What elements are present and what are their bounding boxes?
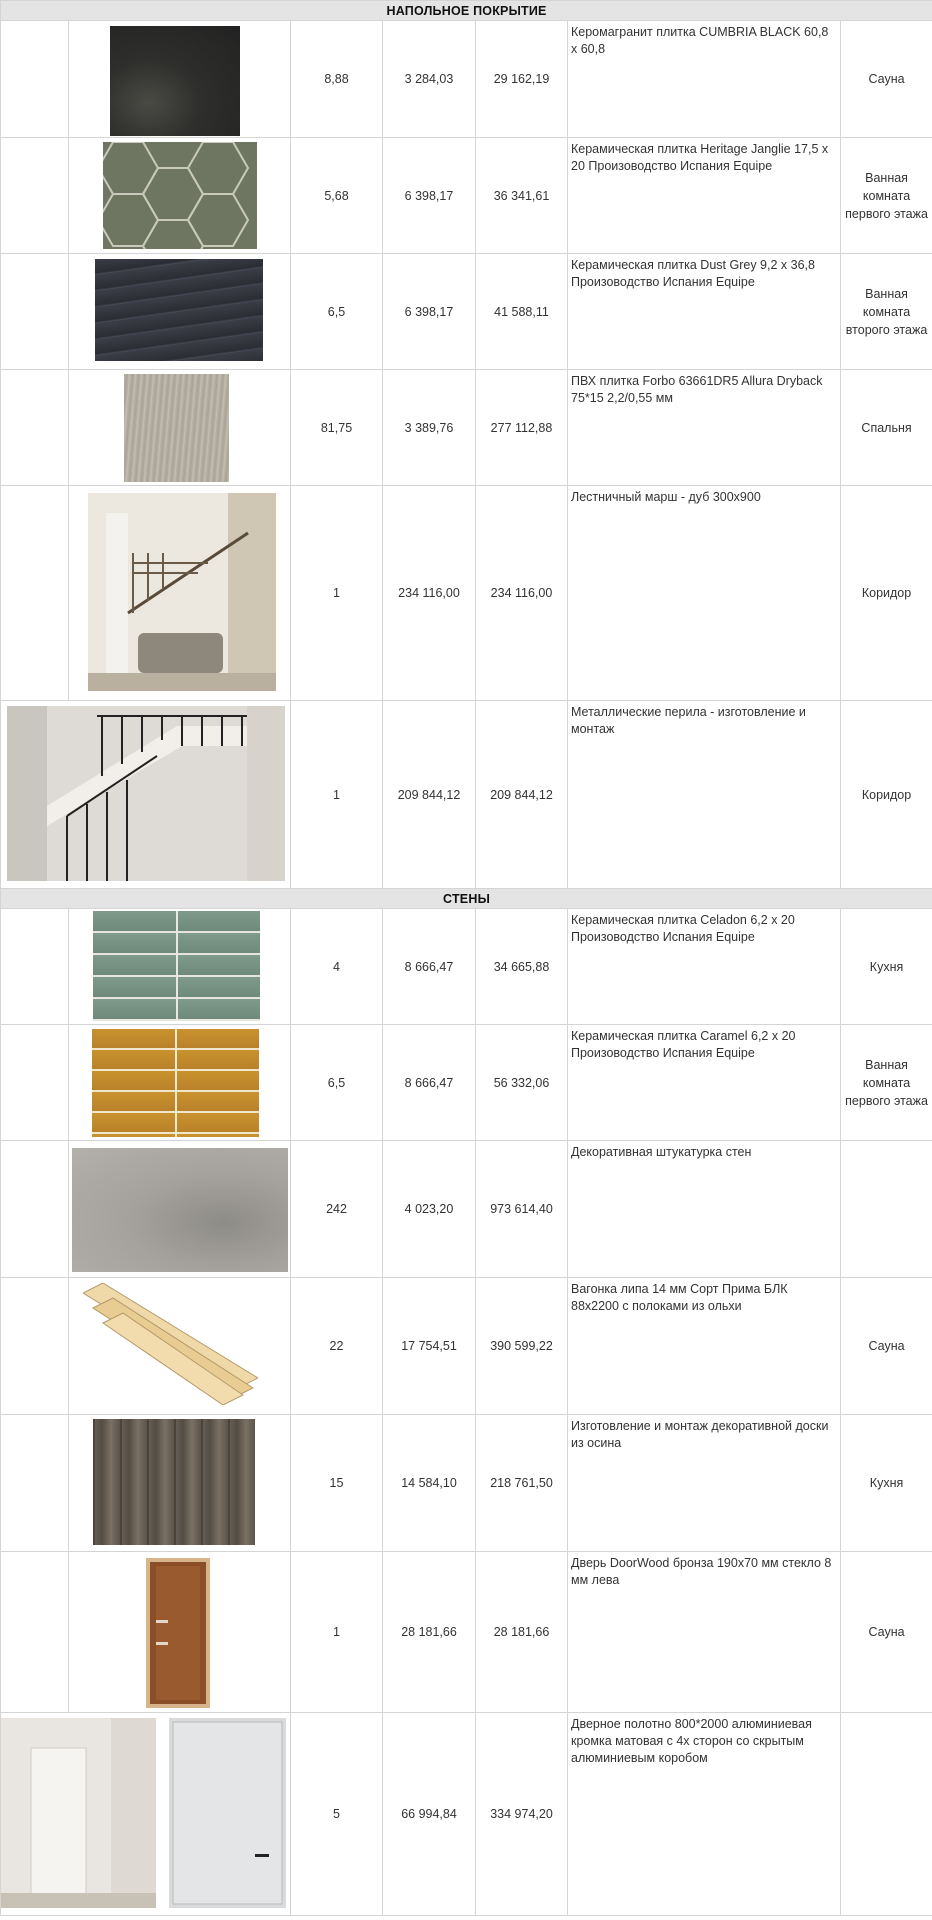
price-cell: 66 994,84 (383, 1713, 476, 1916)
room-cell: Ванная комната второго этажа (841, 254, 932, 370)
sum-cell: 234 116,00 (476, 486, 568, 701)
price-cell: 17 754,51 (383, 1278, 476, 1415)
price-cell: 28 181,66 (383, 1552, 476, 1713)
price-cell: 8 666,47 (383, 1025, 476, 1141)
image-cell (69, 254, 291, 370)
sum-cell: 28 181,66 (476, 1552, 568, 1713)
table-row (1, 1713, 932, 1916)
description-cell: Лестничный марш - дуб 300х900 (568, 486, 841, 701)
table-row (1, 1552, 932, 1713)
sum-cell: 41 588,11 (476, 254, 568, 370)
description-cell: Вагонка липа 14 мм Сорт Прима БЛК 88х2200 с полоками из ольхи (568, 1278, 841, 1415)
description-cell: Керамическая плитка Dust Grey 9,2 x 36,8 Произоводство Испания Equipe (568, 254, 841, 370)
sum-cell: 218 761,50 (476, 1415, 568, 1552)
description-cell: Керамическая плитка Heritage Janglie 17,5 x 20 Произоводство Испания Equipe (568, 138, 841, 254)
section-header-floor (1, 1, 932, 21)
empty-cell (1, 909, 69, 1025)
empty-cell (1, 1025, 69, 1141)
quantity-cell: 5 (291, 1713, 383, 1916)
quantity-cell: 81,75 (291, 370, 383, 486)
room-cell: Коридор (841, 486, 932, 701)
table-row (1, 909, 932, 1025)
dark-plank-tile-image (95, 259, 263, 361)
image-cell (69, 486, 291, 701)
image-cell (69, 1415, 291, 1552)
image-cell (69, 21, 291, 138)
staircase-photo (88, 493, 276, 691)
description-cell: Керомагранит плитка CUMBRIA BLACK 60,8 x 60,8 (568, 21, 841, 138)
room-cell: Сауна (841, 1278, 932, 1415)
table-row (1, 1025, 932, 1141)
table-row (1, 1415, 932, 1552)
empty-cell (1, 254, 69, 370)
image-cell (69, 1278, 291, 1415)
quantity-cell: 15 (291, 1415, 383, 1552)
room-cell: Ванная комната первого этажа (841, 138, 932, 254)
room-cell: Ванная комната первого этажа (841, 1025, 932, 1141)
price-cell: 3 284,03 (383, 21, 476, 138)
dark-stone-tile-image (110, 26, 240, 136)
sum-cell: 209 844,12 (476, 701, 568, 889)
price-cell: 14 584,10 (383, 1415, 476, 1552)
table-row (1, 370, 932, 486)
room-cell: Кухня (841, 909, 932, 1025)
empty-cell (1, 1278, 69, 1415)
description-cell: Декоративная штукатурка стен (568, 1141, 841, 1278)
image-cell (69, 1025, 291, 1141)
room-cell: Коридор (841, 701, 932, 889)
quantity-cell: 242 (291, 1141, 383, 1278)
section-header-walls (1, 889, 932, 909)
image-cell (69, 909, 291, 1025)
empty-cell (1, 1552, 69, 1713)
empty-cell (1, 1141, 69, 1278)
table-row (1, 701, 932, 889)
table-row (1, 254, 932, 370)
sum-cell: 56 332,06 (476, 1025, 568, 1141)
sum-cell: 390 599,22 (476, 1278, 568, 1415)
description-cell: Керамическая плитка Caramel 6,2 x 20 Произоводство Испания Equipe (568, 1025, 841, 1141)
price-cell: 6 398,17 (383, 254, 476, 370)
hexagon-tile-image (103, 142, 257, 249)
sum-cell: 277 112,88 (476, 370, 568, 486)
quantity-cell: 1 (291, 701, 383, 889)
image-cell (1, 1713, 291, 1916)
table-row (1, 21, 932, 138)
empty-cell (1, 138, 69, 254)
empty-cell (1, 370, 69, 486)
image-cell (69, 370, 291, 486)
sum-cell: 334 974,20 (476, 1713, 568, 1916)
description-cell: Дверь DoorWood бронза 190х70 мм стекло 8 мм лева (568, 1552, 841, 1713)
description-cell: Металлические перила - изготовление и монтаж (568, 701, 841, 889)
caramel-tile-image (92, 1029, 259, 1137)
image-cell (69, 1141, 291, 1278)
price-cell: 4 023,20 (383, 1141, 476, 1278)
description-cell: ПВХ плитка Forbo 63661DR5 Allura Dryback 75*15 2,2/0,55 мм (568, 370, 841, 486)
quantity-cell: 6,5 (291, 254, 383, 370)
image-cell (1, 701, 291, 889)
table-row (1, 1278, 932, 1415)
empty-cell (1, 1415, 69, 1552)
table-row (1, 138, 932, 254)
plaster-image (72, 1148, 288, 1272)
room-cell: Кухня (841, 1415, 932, 1552)
aspen-board-image (93, 1419, 255, 1545)
price-cell: 8 666,47 (383, 909, 476, 1025)
section-title: НАПОЛЬНОЕ ПОКРЫТИЕ (1, 1, 932, 21)
celadon-tile-image (93, 911, 260, 1021)
description-cell: Изготовление и монтаж декоративной доски из осина (568, 1415, 841, 1552)
empty-cell (1, 21, 69, 138)
room-cell: Спальня (841, 370, 932, 486)
room-cell: Сауна (841, 21, 932, 138)
lining-boards-image (83, 1283, 258, 1405)
sum-cell: 34 665,88 (476, 909, 568, 1025)
price-cell: 234 116,00 (383, 486, 476, 701)
table-row (1, 1141, 932, 1278)
sum-cell: 36 341,61 (476, 138, 568, 254)
description-cell: Керамическая плитка Celadon 6,2 x 20 Произоводство Испания Equipe (568, 909, 841, 1025)
quantity-cell: 8,88 (291, 21, 383, 138)
metal-railing-photo (7, 706, 285, 881)
wood-vinyl-image (124, 374, 229, 482)
sum-cell: 29 162,19 (476, 21, 568, 138)
room-cell (841, 1713, 932, 1916)
price-cell: 6 398,17 (383, 138, 476, 254)
quantity-cell: 5,68 (291, 138, 383, 254)
table-row (1, 486, 932, 701)
description-cell: Дверное полотно 800*2000 алюминиевая кромка матовая с 4х сторон со скрытым алюминиевым коробом (568, 1713, 841, 1916)
hidden-door-image (1, 1718, 291, 1908)
quantity-cell: 1 (291, 1552, 383, 1713)
price-cell: 3 389,76 (383, 370, 476, 486)
image-cell (69, 1552, 291, 1713)
sum-cell: 973 614,40 (476, 1141, 568, 1278)
room-cell: Сауна (841, 1552, 932, 1713)
room-cell (841, 1141, 932, 1278)
glass-door-image (146, 1558, 210, 1708)
quantity-cell: 4 (291, 909, 383, 1025)
quantity-cell: 6,5 (291, 1025, 383, 1141)
section-title: СТЕНЫ (1, 889, 932, 909)
quantity-cell: 1 (291, 486, 383, 701)
price-cell: 209 844,12 (383, 701, 476, 889)
empty-cell (1, 486, 69, 701)
image-cell (69, 138, 291, 254)
quantity-cell: 22 (291, 1278, 383, 1415)
